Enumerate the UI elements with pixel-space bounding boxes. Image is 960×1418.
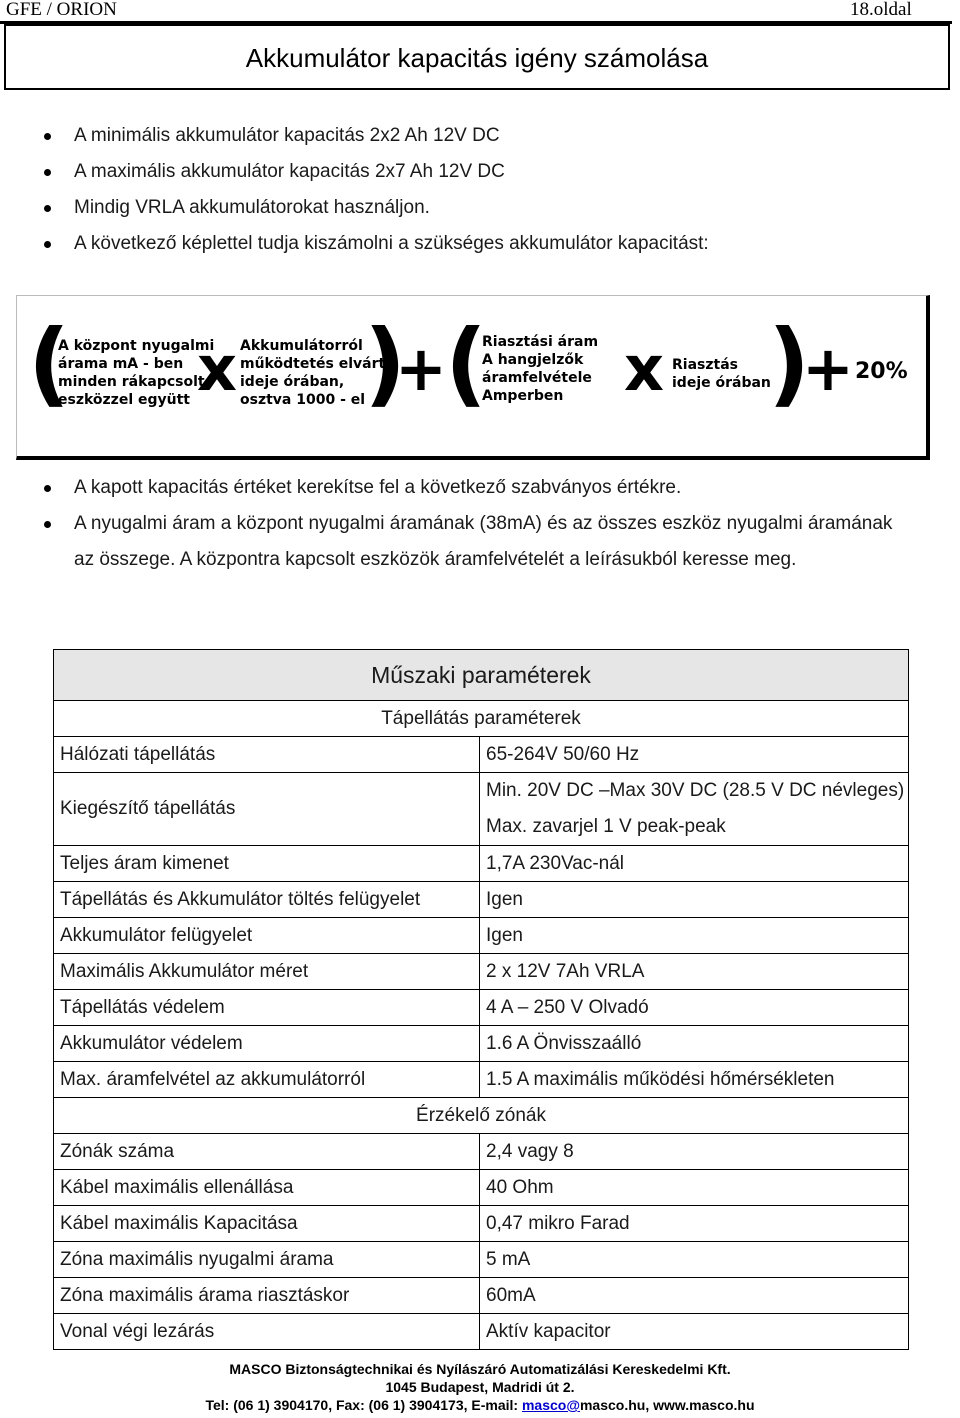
param-label: Akkumulátor védelem [54,1026,480,1062]
param-value: 1.6 A Önvisszaálló [480,1026,909,1062]
title-box [4,23,950,90]
param-value: Igen [480,882,909,918]
param-value: 0,47 mikro Farad [480,1206,909,1242]
formula-close-paren: ) [768,310,811,417]
param-label: Teljes áram kimenet [54,846,480,882]
bullet-dot-icon [44,241,51,248]
param-label: Kábel maximális Kapacitása [54,1206,480,1242]
table-row [54,918,909,954]
list-item: A maximális akkumulátor kapacitás 2x7 Ah 12V DC [0,154,904,190]
param-label: Hálózati tápellátás [54,737,480,773]
table-row [54,990,909,1026]
formula-term-standby-time: Akkumulátorról működtetés elvárt ideje órában, osztva 1000 - el [240,338,386,408]
param-value: 1,7A 230Vac-nál [480,846,909,882]
table-row [54,1170,909,1206]
table-row [54,1062,909,1098]
bullet-dot-icon [44,521,51,528]
list-item: A kapott kapacitás értéket kerekítse fel a következő szabványos értékre. [0,470,904,506]
table-row [54,1134,909,1170]
formula-times-sign: x [624,332,664,405]
param-value: 2,4 vagy 8 [480,1134,909,1170]
table-row [54,1026,909,1062]
param-label: Zóna maximális árama riasztáskor [54,1278,480,1314]
param-value: 60mA [480,1278,909,1314]
formula-plus-sign: + [395,332,447,405]
param-label: Vonal végi lezárás [54,1314,480,1350]
bullet-dot-icon [44,169,51,176]
table-row [54,737,909,773]
param-value: 2 x 12V 7Ah VRLA [480,954,909,990]
param-value: Aktív kapacitor [480,1314,909,1350]
param-label: Kábel maximális ellenállása [54,1170,480,1206]
bullet-dot-icon [44,485,51,492]
header-document-code: GFE / ORION [6,0,117,20]
table-title: Műszaki paraméterek [54,650,909,701]
spec-table [53,649,909,1350]
table-row [54,773,909,846]
param-value: 5 mA [480,1242,909,1278]
table-row [54,1314,909,1350]
list-item: A nyugalmi áram a központ nyugalmi áramának (38mA) és az összes eszköz nyugalmi áramának az összege. A központra kapcsolt eszközök áramfelvételét a leírásukból keresse meg. [0,506,904,578]
bullet-dot-icon [44,205,51,212]
param-label: Tápellátás és Akkumulátor töltés felügyelet [54,882,480,918]
footer-company: MASCO Biztonságtechnikai és Nyílászáró Automatizálási Kereskedelmi Kft. [229,1361,731,1377]
formula-open-paren: ( [28,310,71,417]
formula-open-paren: ( [445,310,488,417]
bullet-dot-icon [44,133,51,140]
param-label: Max. áramfelvétel az akkumulátorról [54,1062,480,1098]
table-row [54,1278,909,1314]
list-item: A következő képlettel tudja kiszámolni a szükséges akkumulátor kapacitást: [0,226,904,262]
table-row [54,954,909,990]
param-value: Min. 20V DC –Max 30V DC (28.5 V DC névleges) Max. zavarjel 1 V peak-peak [480,773,909,846]
table-section-power: Tápellátás paraméterek [54,701,909,737]
param-label: Kiegészítő tápellátás [54,773,480,846]
formula-term-alarm-current: Riasztási áram A hangjelzők áramfelvétele Amperben [482,334,599,404]
bullet-list-top [0,118,904,262]
list-item: Mindig VRLA akkumulátorokat használjon. [0,190,904,226]
param-value: 40 Ohm [480,1170,909,1206]
param-value: 65-264V 50/60 Hz [480,737,909,773]
formula-times-sign: x [197,332,237,405]
param-value: 1.5 A maximális működési hőmérsékleten [480,1062,909,1098]
param-label: Akkumulátor felügyelet [54,918,480,954]
param-label: Tápellátás védelem [54,990,480,1026]
param-label: Zóna maximális nyugalmi árama [54,1242,480,1278]
bullet-list-bottom [0,470,904,578]
formula-close-paren: ) [364,310,407,417]
list-item: A minimális akkumulátor kapacitás 2x2 Ah 12V DC [0,118,904,154]
table-row [54,1206,909,1242]
header-page-number: 18.oldal [850,0,912,20]
formula-term-alarm-time: Riasztás ideje órában [672,357,771,391]
param-label: Zónák száma [54,1134,480,1170]
formula-term-idle-current: A központ nyugalmi árama mA - ben minden rákapcsolt eszközzel együtt [58,338,215,408]
page-title: Akkumulátor kapacitás igény számolása [245,43,709,73]
param-value: 4 A – 250 V Olvadó [480,990,909,1026]
table-section-zones: Érzékelő zónák [54,1098,909,1134]
footer-contact: Tel: (06 1) 3904170, Fax: (06 1) 3904173, E-mail: masco@masco.hu, www.masco.hu [205,1397,755,1413]
formula-percent: 20% [855,359,908,384]
email-link[interactable]: masco@ [521,1397,580,1413]
param-label: Maximális Akkumulátor méret [54,954,480,990]
table-row [54,882,909,918]
formula-plus-sign: + [802,332,854,405]
footer-address: 1045 Budapest, Madridi út 2. [385,1379,575,1395]
table-row [54,1242,909,1278]
table-row [54,846,909,882]
param-value: Igen [480,918,909,954]
